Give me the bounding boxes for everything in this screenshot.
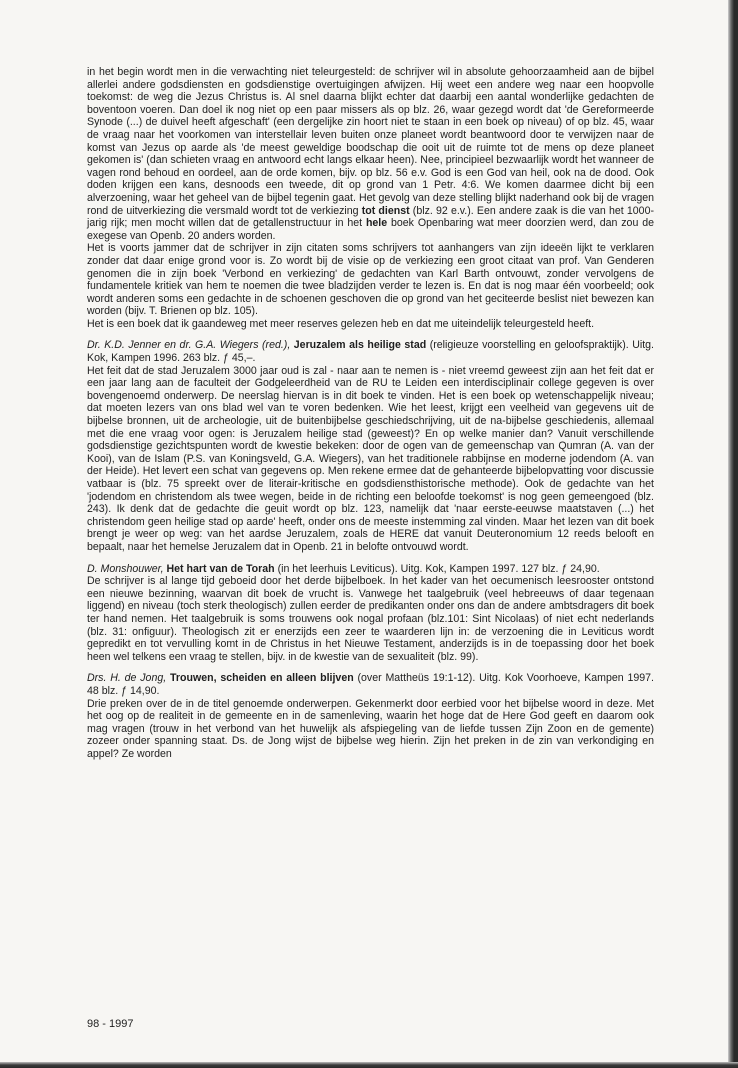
- emphasis-run: hele: [365, 217, 388, 230]
- text-run: in het begin wordt men in die verwachting niet teleurgesteld: de schrijver wil in absolute gehoorzaamheid aan de bijbel allerlei andere godsdiensten en godsdienstige overtuigingen afwijzen. Hij weet een andere weg naar een hoopvolle toekomst: de weg die Jezus Christus is. Al snel daarna blijkt echter dat daarbij een aantal wonderlijke gedachten de boventoon voeren. Dan doel ik nog niet op een paar missers als op blz. 26, waar gezegd wordt dat 'de Gereformeerde Synode (...) de duivel heeft afgeschaft' (een dergelijke zin hoort niet te staan in een boek op niveau) of op blz. 45, waar de vraag naar het voorkomen van interstellair leven buiten onze planeet wordt beantwoord door te verwijzen naar de komst van Jezus op aarde als 'de meest geweldige boodschap die ooit uit de ruimte tot de mens op deze planeet gekomen is' (dan schieten vraag en antwoord echt langs elkaar heen). Nee, principieel bezwaarlijk wordt het wanneer de vagen rond behoud en oordeel, aan de orde komen, bijv. op blz. 56 e.v. God is een God van heil, ook na de dood. Ook doden krijgen een kans, desnoods een tweede, dit op grond van 1 Petr. 4:6. We komen daarmee dicht bij een alverzoening, waar het geheel van de bijbel tegenin gaat. Het gevolg van deze stelling blijkt naderhand ook bij de vragen rond de uitverkiezing die versmald wordt tot de verkiezing: [87, 66, 654, 217]
- page-number: 98 - 1997: [87, 1018, 134, 1030]
- review-title: Jeruzalem als heilige stad: [293, 339, 427, 352]
- review-heading: [87, 672, 654, 697]
- review-meta: (over Mattheüs 19:1-12). Uitg. Kok Voorhoeve, Kampen 1997. 48 blz. ƒ 14,90.: [87, 672, 654, 697]
- review-meta: (religieuze voorstelling en geloofspraktijk). Uitg. Kok, Kampen 1996. 263 blz. ƒ 45,–.: [87, 339, 654, 365]
- intro-paragraph-2: Het is voorts jammer dat de schrijver in zijn citaten soms schrijvers tot aanhangers van zijn ideeën lijkt te verklaren zonder dat daar enige grond voor is. Zo wordt bij de visie op de verkiezing een groot citaat van prof. Van Genderen genomen die in zijn boek 'Verbond en verkiezing' de gedachten van Karl Barth ontvouwt, zonder vervolgens de fundamentele kritiek van hem te noemen die twee bladzijden verder te lezen is. En dat is nog maar één voorbeeld; ook wordt anderen soms een gedachte in de schoenen geschoven die op grond van het geciteerde beslist niet bewezen kan worden (bijv. T. Brienen op blz. 105).: [87, 242, 654, 318]
- intro-paragraph-3: Het is een boek dat ik gaandeweg met meer reserves gelezen heb en dat me uiteindelijk teleurgesteld heeft.: [87, 317, 595, 330]
- review-torah: [87, 563, 654, 664]
- review-author: Dr. K.D. Jenner en dr. G.A. Wiegers (red.),: [87, 339, 291, 352]
- emphasis-run: tot dienst: [361, 204, 410, 217]
- page-text: [87, 66, 654, 760]
- review-title: Het hart van de Torah: [166, 562, 275, 575]
- review-heading: [87, 563, 654, 576]
- review-body: Drie preken over de in de titel genoemde onderwerpen. Gekenmerkt door eerbied voor het bijbelse woord in deze. Met het oog op de realiteit in de gemeente en in de samenleving, waarin het hoge dat de Here God geeft en daarom ook mag vragen (trouw in het verbond van het huwelijk als afspiegeling van de liefde tussen Zijn Zoon en de gemente) zozeer onder spanning staat. Ds. de Jong wijst de bijbelse weg hierin. Zijn het preken in de zin van verkondiging en appel? Ze worden: [87, 697, 654, 760]
- review-body: De schrijver is al lange tijd geboeid door het derde bijbelboek. In het kader van het oecumenisch leesrooster ontstond een nieuwe bezinning, waarvan dit boek de vrucht is. Vanwege het taalgebruik (veel hebreeuws of daar tegenaan liggend) en niveau (toch sterk theologisch) zullen eerder de predikanten onder ons dan de andere ambtsdragers dit boek ter hand nemen. Het taalgebruik is soms trouwens ook nogal profaan (blz.101: Sint Nicolaas) of niet echt nederlands (blz. 31: onfiguur). Theologisch zit er enerzijds een zeer te waarderen lijn in: de verzoening die in Leviticus wordt gepredikt en tot vervulling komt in de Christus in het Nieuwe Testament, anderzijds is in de toepassing door het boek heen wel telkens een vraag te stellen, bijv. in de kwestie van de sexualiteit (blz. 99).: [87, 575, 654, 663]
- review-title: Trouwen, scheiden en alleen blijven: [170, 672, 354, 685]
- text-run: boek Openbaring wat meer doorzien werd, dan zou de exegese van Openb. 20 anders worden.: [87, 217, 654, 242]
- review-body: Het feit dat de stad Jeruzalem 3000 jaar oud is zal - naar aan te nemen is - niet vreemd geweest zijn aan het feit dat er een jaar lang aan de faculteit der Godgeleerdheid van de RU te Leiden een interdisciplinair college gegeven is over bovengenoemd onderwerp. De neerslag hiervan is in dit boek te vinden. Het is een boek op wetenschappelijk niveau; dat moeten lezers van ons blad wel van te voren bedenken. Wie het leest, krijgt een veelheid van gegevens uit de bijbelse bronnen, uit de archeologie, uit de buitenbijbelse geschiedschrijving, uit de na-bijbelse geschiedenis, allemaal met die ene vraag voor ogen: is Jeruzalem heilige stad (geweest)? En op welke manier dan? Vanuit verschillende godsdienstige gezichtspunten wordt de kwestie bekeken: door de ogen van de gemeenschap van Qumran (A. van der Kooi), van de Islam (P.S. van Koningsveld, G.A. Wiegers), van het traditionele rabbijnse en moderne jodendom (A. van der Heide). Het levert een schat van gegevens op. Men rekene ermee dat de gehanteerde bijbelopvatting voor discussie vatbaar is (blz. 75 spreekt over de literair-kritische en godsdiensthistorische methode). Ook de gedachte van het 'jodendom en christendom als twee wegen, beide in de richting een beloofde toekomst' is nog geen gemeengoed (blz. 243). Ik denk dat de gedachte die geuit wordt op blz. 123, namelijk dat 'naar eerste-eeuwse maatstaven (...) het christendom geen heilige stad op aarde' heeft, onder ons de meeste instemming zal vinden. Maar het lezen van dit boek brengt je weer op weg: van het aardse Jeruzalem, zoals de HERE dat vanuit Deuteronomium 12 reeds belooft en bepaalt, naar het hemelse Jeruzalem dat in Openb. 21 in belofte ontvouwd wordt.: [87, 364, 654, 553]
- intro-paragraph-1: [87, 66, 654, 242]
- review-jeruzalem: [87, 339, 654, 553]
- review-author: D. Monshouwer,: [87, 562, 164, 575]
- review-heading: [87, 339, 654, 364]
- scan-edge-bottom: [0, 1062, 738, 1068]
- review-author: Drs. H. de Jong,: [87, 672, 167, 685]
- review-trouwen: [87, 672, 654, 760]
- scan-edge-right: [728, 0, 738, 1068]
- text-run: (blz. 92 e.v.). Een andere zaak is die van het 1000-jarig rijk; men mocht willen dat de getallenstructuur in het: [87, 204, 654, 230]
- review-meta: (in het leerhuis Leviticus). Uitg. Kok, Kampen 1997. 127 blz. ƒ 24,90.: [274, 562, 600, 575]
